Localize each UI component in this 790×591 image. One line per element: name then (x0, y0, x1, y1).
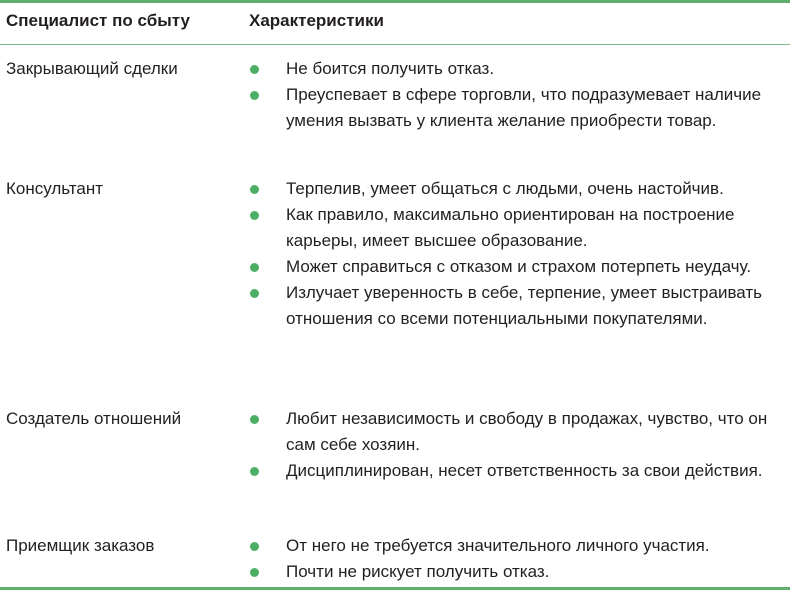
list-item: Терпелив, умеет общаться с людьми, очень настойчив. (244, 176, 790, 202)
bullet-icon (250, 91, 259, 100)
list-item: Преуспевает в сфере торговли, что подразумевает наличие умения вызвать у клиента желание приобрести товар. (244, 82, 790, 134)
list-item: Излучает уверенность в себе, терпение, умеет выстраивать отношения со всеми потенциальными покупателями. (244, 280, 790, 332)
characteristics-list (244, 56, 790, 134)
specialist-name: Закрывающий сделки (6, 59, 178, 78)
header-characteristics: Характеристики (249, 11, 384, 30)
bullet-icon (250, 289, 259, 298)
characteristics-list (244, 176, 790, 332)
specialist-name: Консультант (6, 179, 104, 198)
bullet-icon (250, 211, 259, 220)
bullet-icon (250, 542, 259, 551)
characteristics-list (244, 533, 790, 585)
table-top-border (0, 0, 790, 3)
bullet-icon (250, 185, 259, 194)
specialist-name: Создатель отношений (6, 409, 182, 428)
list-item: Как правило, максимально ориентирован на построение карьеры, имеет высшее образование. (244, 202, 790, 254)
list-item: Может справиться с отказом и страхом потерпеть неудачу. (244, 254, 790, 280)
bullet-icon (250, 263, 259, 272)
list-item: Любит независимость и свободу в продажах, чувство, что он сам себе хозяин. (244, 406, 790, 458)
bullet-icon (250, 65, 259, 74)
bullet-icon (250, 415, 259, 424)
header-specialist: Специалист по сбыту (6, 11, 190, 30)
list-item: Дисциплинирован, несет ответственность за свои действия. (244, 458, 790, 484)
specialist-name: Приемщик заказов (6, 536, 155, 555)
header-divider (0, 44, 790, 45)
list-item: От него не требуется значительного личного участия. (244, 533, 790, 559)
bullet-icon (250, 467, 259, 476)
characteristics-list (244, 406, 790, 484)
list-item: Почти не рискует получить отказ. (244, 559, 790, 585)
table-header (0, 11, 790, 41)
table-bottom-border (0, 587, 790, 590)
list-item: Не боится получить отказ. (244, 56, 790, 82)
bullet-icon (250, 568, 259, 577)
